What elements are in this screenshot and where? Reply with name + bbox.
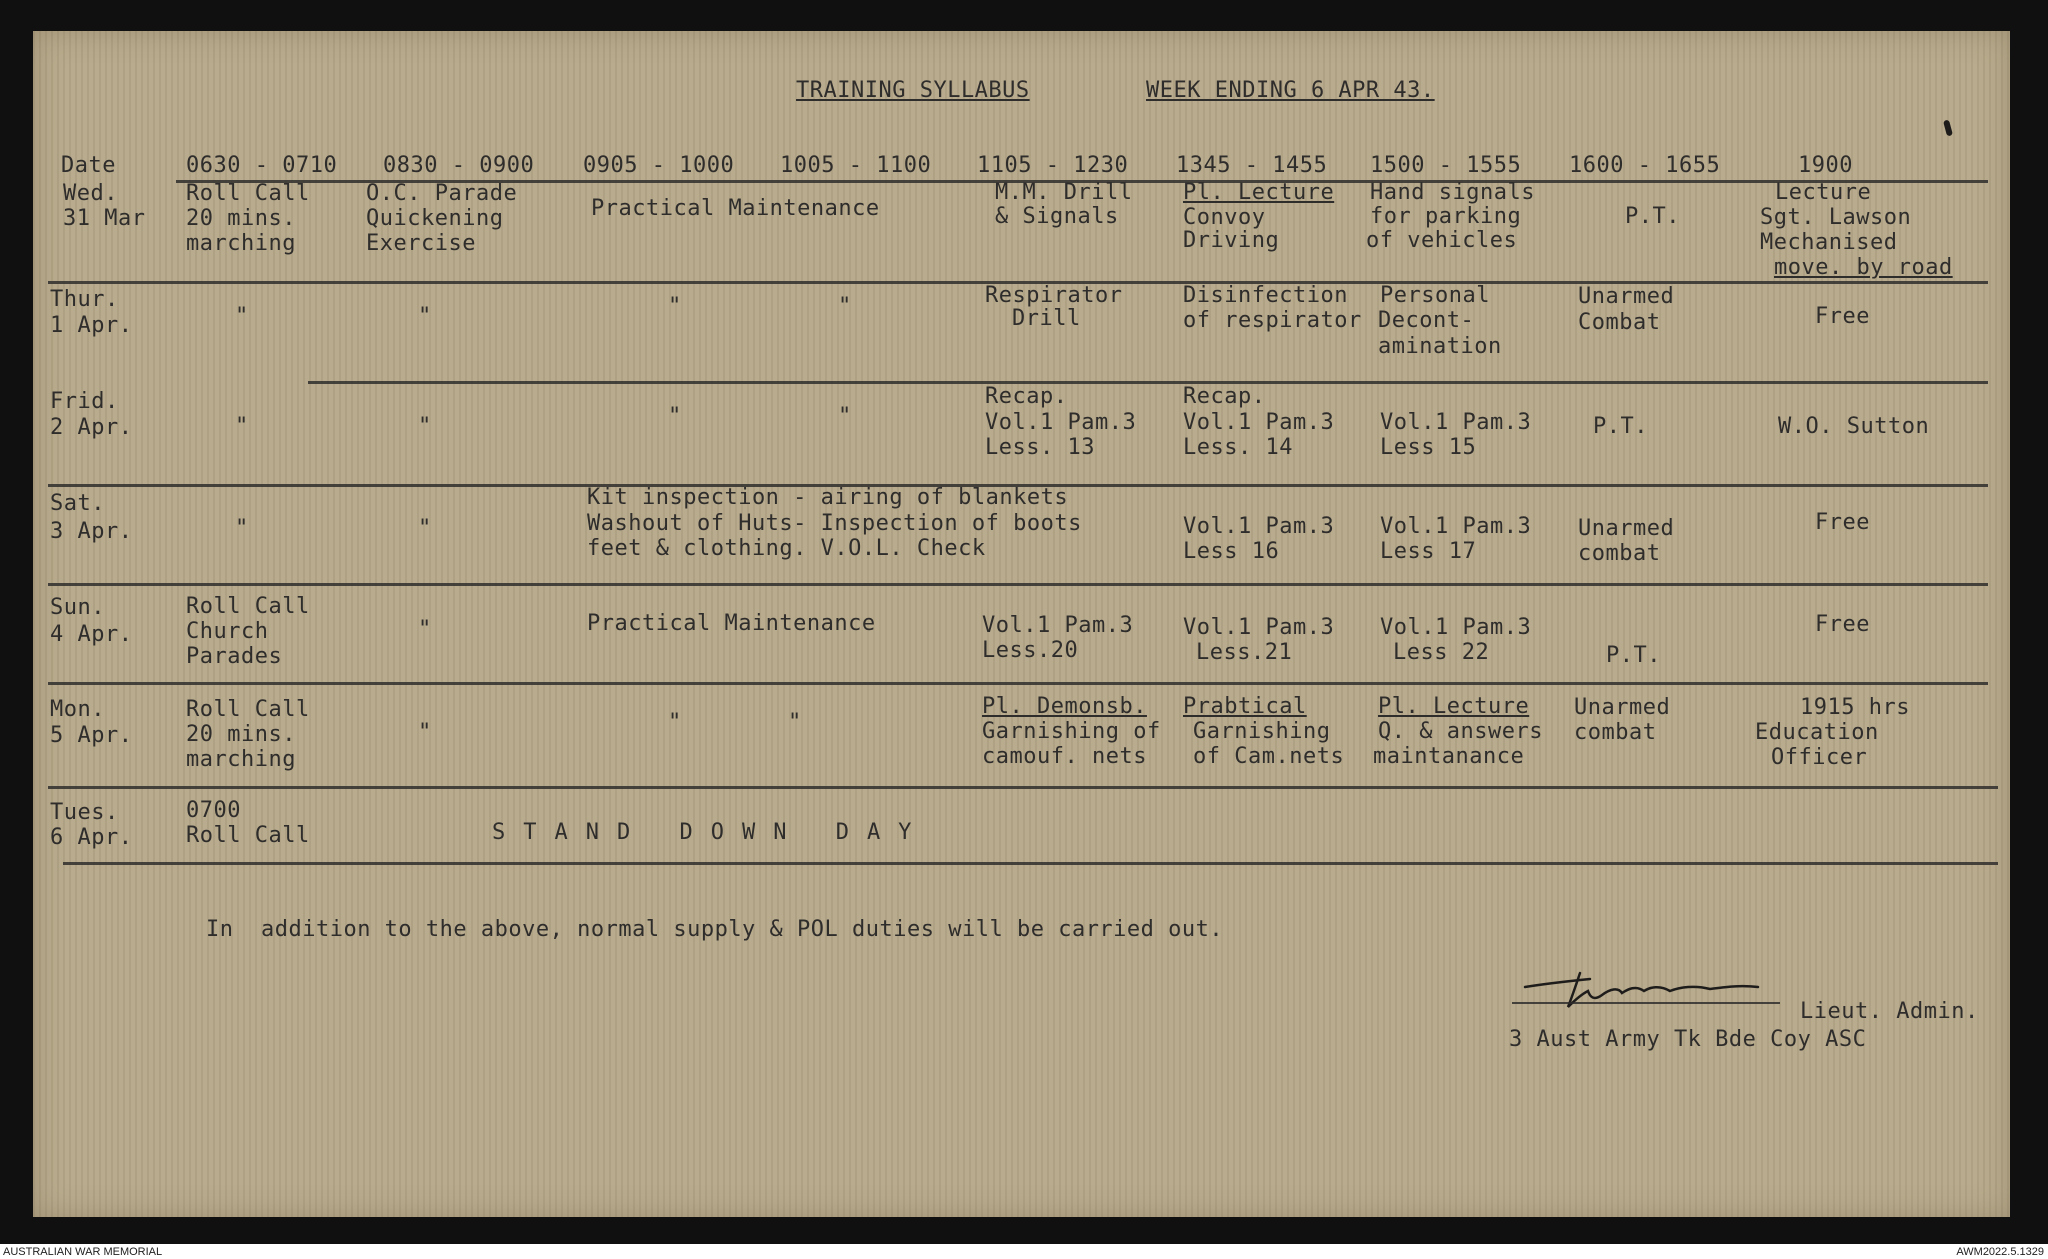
cell: Church	[186, 619, 269, 644]
footer-source: AUSTRALIAN WAR MEMORIAL	[3, 1246, 163, 1258]
cell: Vol.1 Pam.3	[1183, 410, 1335, 435]
cell: Unarmed	[1578, 516, 1675, 541]
cell: Vol.1 Pam.3	[1183, 615, 1335, 640]
cell: Kit inspection - airing of blankets	[587, 485, 1069, 510]
cell: Sgt. Lawson	[1760, 205, 1912, 230]
row-sat-day: Sat.	[50, 491, 105, 516]
cell: P.T.	[1625, 204, 1680, 229]
cell: Exercise	[366, 231, 476, 256]
cell: Quickening	[366, 206, 504, 231]
cell: W.O. Sutton	[1778, 414, 1930, 439]
cell: Drill	[1012, 306, 1081, 331]
cell: Practical Maintenance	[591, 196, 880, 221]
row-frid-date: 2 Apr.	[50, 415, 133, 440]
cell: Roll Call	[186, 823, 310, 848]
cell: Free	[1815, 304, 1870, 329]
cell: O.C. Parade	[366, 181, 518, 206]
header-time-3: 0905 - 1000	[583, 153, 735, 178]
cell: 20 mins.	[186, 206, 296, 231]
cell: Prabtical	[1183, 694, 1307, 719]
cell: amination	[1378, 334, 1502, 359]
cell: marching	[186, 231, 296, 256]
cell: Convoy	[1183, 205, 1266, 230]
header-time-4: 1005 - 1100	[780, 153, 932, 178]
cell: Lecture	[1775, 180, 1872, 205]
ditto: "	[235, 516, 249, 541]
week-ending: WEEK ENDING 6 APR 43.	[1146, 78, 1435, 103]
row-tues-day: Tues.	[50, 800, 119, 825]
cell: marching	[186, 747, 296, 772]
ditto: "	[668, 294, 682, 319]
cell: Less 17	[1380, 539, 1477, 564]
cell: Disinfection	[1183, 283, 1348, 308]
note-text: In addition to the above, normal supply & POL duties will be carried out.	[206, 917, 1224, 942]
cell: for parking	[1370, 204, 1522, 229]
ditto: "	[418, 304, 432, 329]
cell: Pl. Lecture	[1183, 180, 1335, 205]
cell: combat	[1574, 720, 1657, 745]
cell: Q. & answers	[1378, 719, 1543, 744]
cell: combat	[1578, 541, 1661, 566]
rule	[48, 786, 1998, 789]
ditto: "	[235, 304, 249, 329]
cell: Recap.	[1183, 384, 1266, 409]
header-time-5: 1105 - 1230	[977, 153, 1129, 178]
cell: P.T.	[1593, 414, 1648, 439]
cell: 1915 hrs	[1800, 695, 1910, 720]
ditto: "	[418, 617, 432, 642]
cell: Less 16	[1183, 539, 1280, 564]
cell: Less 22	[1393, 640, 1490, 665]
stand-down-day: STAND DOWN DAY	[492, 820, 930, 845]
ditto: "	[838, 404, 852, 429]
cell: Driving	[1183, 228, 1280, 253]
cell: Less 15	[1380, 435, 1477, 460]
ditto: "	[838, 294, 852, 319]
cell: 0700	[186, 798, 241, 823]
cell: Practical Maintenance	[587, 611, 876, 636]
signature-line	[1512, 1002, 1780, 1004]
cell: maintanance	[1373, 744, 1525, 769]
cell: Education	[1755, 720, 1879, 745]
ditto: "	[788, 710, 802, 735]
rule	[48, 583, 1988, 586]
row-sun-date: 4 Apr.	[50, 622, 133, 647]
cell: Combat	[1578, 310, 1661, 335]
cell: Less. 14	[1183, 435, 1293, 460]
cell: Pl. Demonsb.	[982, 694, 1147, 719]
row-sat-date: 3 Apr.	[50, 519, 133, 544]
cell: camouf. nets	[982, 744, 1147, 769]
ditto: "	[418, 720, 432, 745]
cell: move. by road	[1774, 255, 1953, 280]
cell: Roll Call	[186, 697, 310, 722]
cell: of respirator	[1183, 308, 1362, 333]
cell: Hand signals	[1370, 180, 1535, 205]
row-wed-day: Wed.	[63, 181, 118, 206]
cell: Washout of Huts- Inspection of boots	[587, 511, 1082, 536]
cell: M.M. Drill	[995, 180, 1133, 205]
ditto: "	[668, 710, 682, 735]
cell: Vol.1 Pam.3	[982, 613, 1134, 638]
signature-unit: 3 Aust Army Tk Bde Coy ASC	[1509, 1027, 1867, 1052]
cell: Decont-	[1378, 308, 1475, 333]
cell: Vol.1 Pam.3	[1380, 410, 1532, 435]
header-time-6: 1345 - 1455	[1176, 153, 1328, 178]
cell: 20 mins.	[186, 722, 296, 747]
header-time-9: 1900	[1798, 153, 1853, 178]
cell: Free	[1815, 510, 1870, 535]
cell: Vol.1 Pam.3	[1380, 514, 1532, 539]
cell: Mechanised	[1760, 230, 1898, 255]
row-thur-date: 1 Apr.	[50, 313, 133, 338]
header-time-1: 0630 - 0710	[186, 153, 338, 178]
ditto: "	[418, 414, 432, 439]
cell: P.T.	[1606, 643, 1661, 668]
cell: feet & clothing. V.O.L. Check	[587, 536, 986, 561]
row-frid-day: Frid.	[50, 389, 119, 414]
ditto: "	[235, 414, 249, 439]
document-title: TRAINING SYLLABUS	[796, 78, 1030, 103]
cell: Garnishing	[1193, 719, 1331, 744]
cell: & Signals	[995, 204, 1119, 229]
row-wed-date: 31 Mar	[63, 206, 146, 231]
row-mon-date: 5 Apr.	[50, 723, 133, 748]
cell: Unarmed	[1574, 695, 1671, 720]
cell: Roll Call	[186, 181, 310, 206]
row-tues-date: 6 Apr.	[50, 825, 133, 850]
cell: Roll Call	[186, 594, 310, 619]
rule	[63, 862, 1998, 865]
cell: Vol.1 Pam.3	[985, 410, 1137, 435]
header-time-2: 0830 - 0900	[383, 153, 535, 178]
cell: Unarmed	[1578, 284, 1675, 309]
cell: Garnishing of	[982, 719, 1161, 744]
cell: Recap.	[985, 384, 1068, 409]
row-mon-day: Mon.	[50, 697, 105, 722]
cell: Personal	[1380, 283, 1490, 308]
ditto: "	[418, 516, 432, 541]
signature	[1510, 965, 1810, 1025]
cell: Vol.1 Pam.3	[1380, 615, 1532, 640]
row-thur-day: Thur.	[50, 287, 119, 312]
cell: Free	[1815, 612, 1870, 637]
cell: Officer	[1771, 745, 1868, 770]
signature-rank: Lieut. Admin.	[1800, 999, 1979, 1024]
cell: Pl. Lecture	[1378, 694, 1530, 719]
rule	[308, 381, 1988, 384]
header-time-7: 1500 - 1555	[1370, 153, 1522, 178]
ditto: "	[668, 404, 682, 429]
cell: Parades	[186, 644, 283, 669]
row-sun-day: Sun.	[50, 595, 105, 620]
cell: of vehicles	[1366, 228, 1518, 253]
cell: Less.20	[982, 638, 1079, 663]
cell: Less.21	[1196, 640, 1293, 665]
cell: of Cam.nets	[1193, 744, 1345, 769]
header-time-8: 1600 - 1655	[1569, 153, 1721, 178]
cell: Respirator	[985, 283, 1123, 308]
rule	[48, 682, 1988, 685]
cell: Less. 13	[985, 435, 1095, 460]
footer-accession: AWM2022.5.1329	[1956, 1246, 2044, 1258]
header-date: Date	[61, 153, 116, 178]
cell: Vol.1 Pam.3	[1183, 514, 1335, 539]
